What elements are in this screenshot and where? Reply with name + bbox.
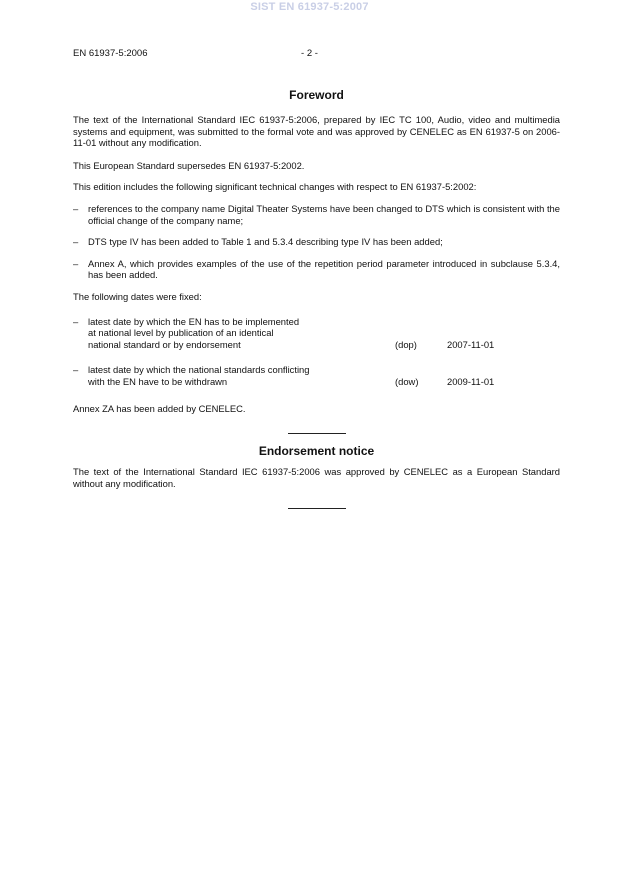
foreword-para-3: This edition includes the following significant technical changes with respect to EN 61937-5:2002: [73, 181, 477, 193]
endorsement-title: Endorsement notice [258, 444, 375, 459]
change-item-2 [73, 236, 560, 248]
endorsement-text: The text of the International Standard IEC 61937-5:2006 was approved by CENELEC as a European Standard without any modification. [73, 466, 560, 489]
change-item-3 [73, 258, 560, 281]
page-body [73, 88, 560, 509]
header-page-number: - 2 - [301, 48, 318, 59]
dash-marker: – [73, 202, 79, 214]
dash-marker: – [73, 236, 79, 248]
date-description-line: latest date by which the EN has to be implemented [88, 315, 300, 327]
annex-note: Annex ZA has been added by CENELEC. [73, 402, 246, 414]
separator-line [288, 433, 346, 434]
date-code: (dop) [395, 338, 417, 350]
watermark: SIST EN 61937-5:2007 [250, 1, 369, 13]
date-row-dop [73, 316, 560, 351]
date-description-line: latest date by which the national standards conflicting [88, 364, 310, 376]
dash-marker: – [73, 364, 79, 376]
date-row-dow [73, 364, 560, 387]
date-description-line: at national level by publication of an identical [88, 327, 274, 339]
header-doc-id: EN 61937-5:2006 [73, 48, 148, 59]
change-item-text: Annex A, which provides examples of the use of the repetition period parameter introduced in subclause 5.3.4, has been added. [88, 257, 560, 281]
date-description-line: with the EN have to be withdrawn [88, 375, 228, 387]
foreword-para-1: The text of the International Standard IEC 61937-5:2006, prepared by IEC TC 100, Audio, video and multimedia systems and equipment, was submitted to the formal vote and was approved by CENELEC as EN 61937-5 on 2006-11-01 without any modification. [73, 114, 560, 149]
date-value: 2009-11-01 [447, 375, 495, 387]
change-item-text: references to the company name Digital Theater Systems have been changed to DTS which is consistent with the official change of the company name; [88, 202, 560, 226]
dash-marker: – [73, 315, 79, 327]
foreword-para-2: This European Standard supersedes EN 61937-5:2002. [73, 159, 305, 171]
date-description [88, 364, 388, 387]
dates-intro: The following dates were fixed: [73, 290, 202, 302]
date-value: 2007-11-01 [447, 338, 495, 350]
date-code: (dow) [395, 375, 419, 387]
date-description-line: national standard or by endorsement [88, 338, 241, 350]
change-item-1 [73, 203, 560, 226]
date-description [88, 316, 388, 351]
dash-marker: – [73, 257, 79, 269]
change-item-text: DTS type IV has been added to Table 1 and 5.3.4 describing type IV has been added; [88, 236, 443, 248]
separator-line [288, 508, 346, 509]
foreword-title: Foreword [289, 88, 344, 102]
